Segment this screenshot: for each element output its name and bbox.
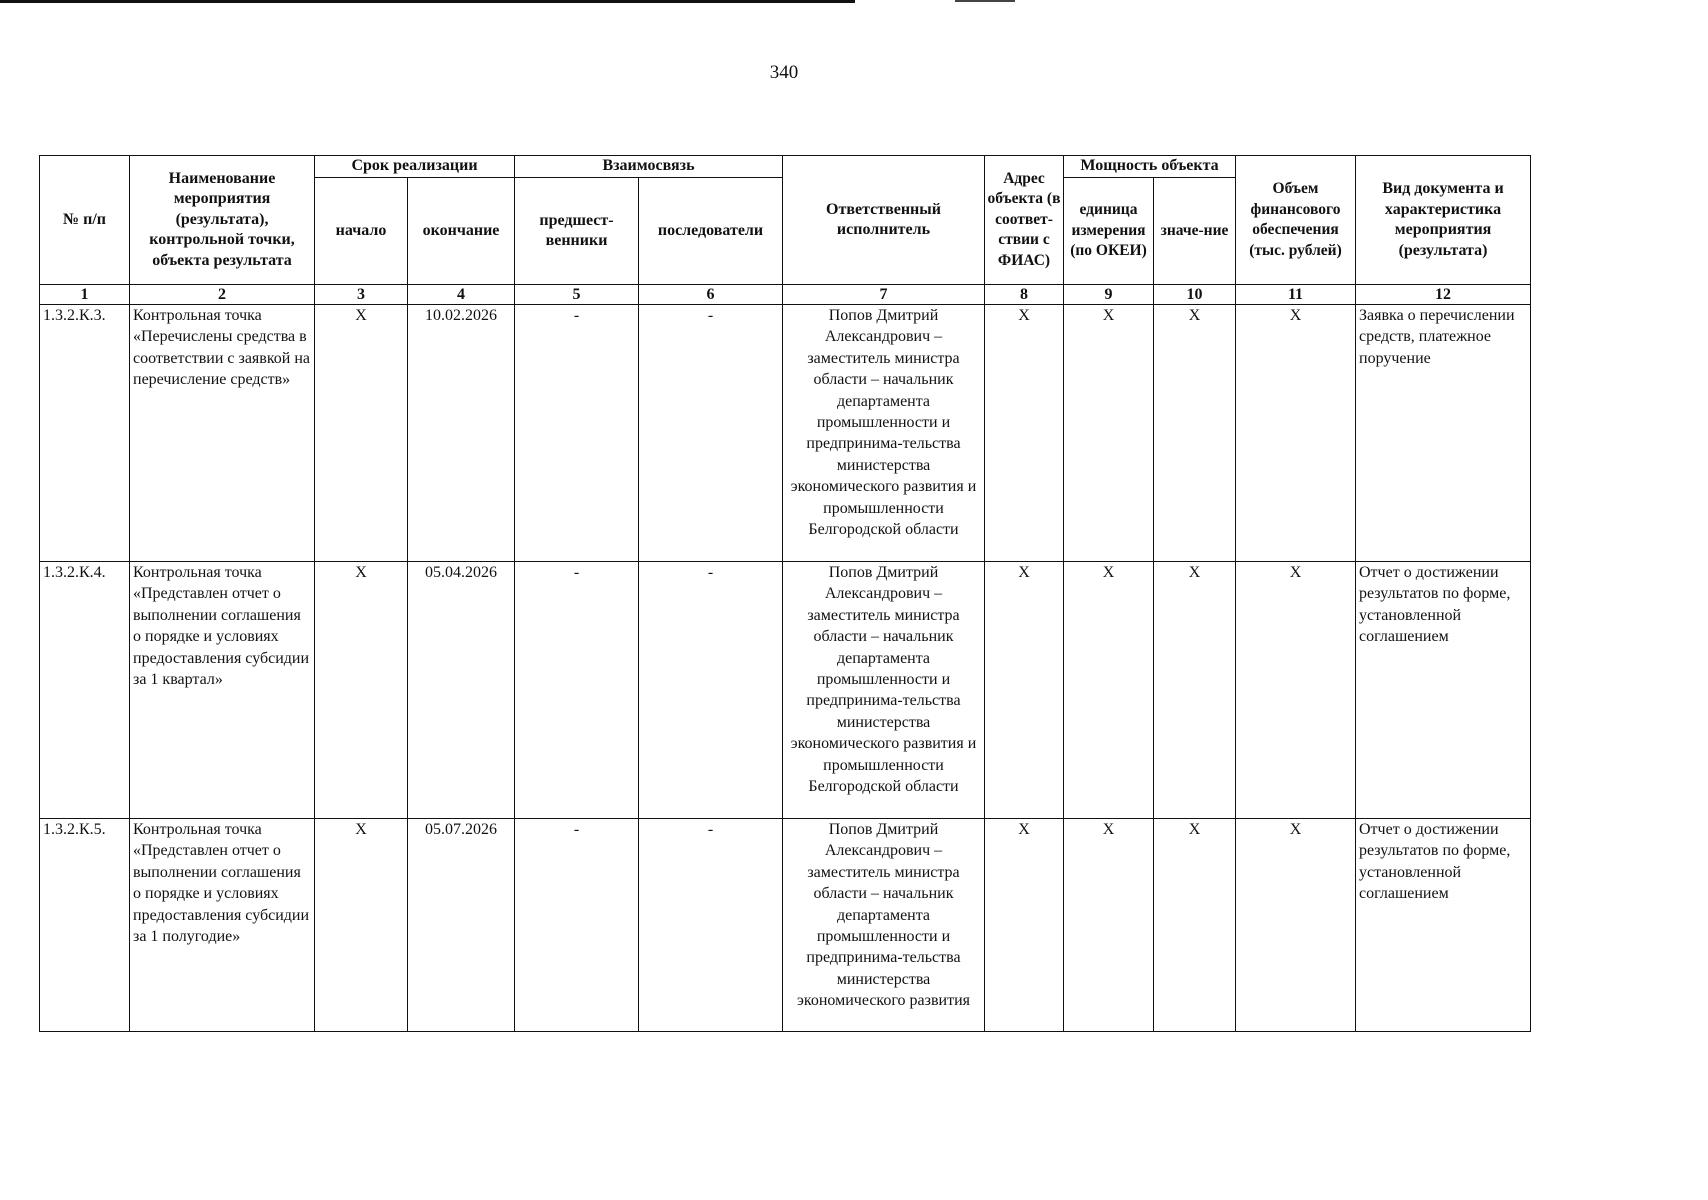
row-address: X <box>985 305 1064 562</box>
row-finance: X <box>1236 819 1356 1032</box>
row-successors: - <box>639 305 783 562</box>
row-num: 1.3.2.К.3. <box>40 305 130 562</box>
column-number-row <box>40 285 1531 305</box>
row-unit: X <box>1064 562 1154 819</box>
header-num: № п/п <box>40 156 130 285</box>
row-num: 1.3.2.К.5. <box>40 819 130 1032</box>
row-unit: X <box>1064 819 1154 1032</box>
row-doc-type: Заявка о перечислении средств, платежное поручение <box>1356 305 1531 562</box>
header-relation-group: Взаимосвязь <box>515 156 783 178</box>
row-start: X <box>315 562 408 819</box>
header-finance: Объем финансового обеспечения (тыс. рублей) <box>1236 156 1356 285</box>
row-value: X <box>1154 819 1236 1032</box>
row-name: Контрольная точка «Представлен отчет о выполнении соглашения о порядке и условиях предоставления субсидии за 1 квартал» <box>130 562 315 819</box>
row-successors: - <box>639 819 783 1032</box>
row-value: X <box>1154 305 1236 562</box>
row-predecessors: - <box>515 305 639 562</box>
header-value: значе-ние <box>1154 178 1236 285</box>
header-term-group: Срок реализации <box>315 156 515 178</box>
row-finance: X <box>1236 562 1356 819</box>
header-name: Наименование мероприятия (результата), контрольной точки, объекта результата <box>130 156 315 285</box>
page-number: 340 <box>769 62 799 83</box>
row-name: Контрольная точка «Перечислены средства в соответствии с заявкой на перечисление средств» <box>130 305 315 562</box>
row-executor: Попов Дмитрий Александрович – заместитель министра области – начальник департамента промышленности и предпринима-тельства министерства экономического развития <box>783 819 985 1032</box>
table-row <box>40 305 1531 562</box>
column-number: 9 <box>1064 285 1154 305</box>
header-successors: последователи <box>639 178 783 285</box>
header-doc-type: Вид документа и характеристика мероприятия (результата) <box>1356 156 1531 285</box>
row-start: X <box>315 819 408 1032</box>
column-number: 2 <box>130 285 315 305</box>
row-name: Контрольная точка «Представлен отчет о выполнении соглашения о порядке и условиях предоставления субсидии за 1 полугодие» <box>130 819 315 1032</box>
header-address: Адрес объекта (в соответ-ствии с ФИАС) <box>985 156 1064 285</box>
row-address: X <box>985 562 1064 819</box>
column-number: 10 <box>1154 285 1236 305</box>
column-number: 6 <box>639 285 783 305</box>
row-doc-type: Отчет о достижении результатов по форме, установленной соглашением <box>1356 819 1531 1032</box>
column-number: 7 <box>783 285 985 305</box>
header-executor: Ответственный исполнитель <box>783 156 985 285</box>
row-finance: X <box>1236 305 1356 562</box>
row-executor: Попов Дмитрий Александрович – заместитель министра области – начальник департамента промышленности и предпринима-тельства министерства экономического развития и промышленности Белгородской области <box>783 562 985 819</box>
column-number: 3 <box>315 285 408 305</box>
row-address: X <box>985 819 1064 1032</box>
plan-table <box>39 155 1531 1032</box>
row-successors: - <box>639 562 783 819</box>
row-value: X <box>1154 562 1236 819</box>
scan-edge-line <box>955 0 1015 2</box>
row-executor: Попов Дмитрий Александрович – заместитель министра области – начальник департамента промышленности и предпринима-тельства министерства экономического развития и промышленности Белгородской области <box>783 305 985 562</box>
row-start: X <box>315 305 408 562</box>
row-end: 10.02.2026 <box>408 305 515 562</box>
table-row <box>40 562 1531 819</box>
column-number: 11 <box>1236 285 1356 305</box>
header-capacity-group: Мощность объекта <box>1064 156 1236 178</box>
column-number: 5 <box>515 285 639 305</box>
row-unit: X <box>1064 305 1154 562</box>
column-number: 4 <box>408 285 515 305</box>
column-number: 8 <box>985 285 1064 305</box>
row-predecessors: - <box>515 562 639 819</box>
table-row <box>40 819 1531 1032</box>
header-end: окончание <box>408 178 515 285</box>
scan-edge-line <box>0 0 855 3</box>
header-unit: единица измерения (по ОКЕИ) <box>1064 178 1154 285</box>
row-num: 1.3.2.К.4. <box>40 562 130 819</box>
row-end: 05.04.2026 <box>408 562 515 819</box>
row-predecessors: - <box>515 819 639 1032</box>
row-doc-type: Отчет о достижении результатов по форме, установленной соглашением <box>1356 562 1531 819</box>
column-number: 12 <box>1356 285 1531 305</box>
column-number: 1 <box>40 285 130 305</box>
row-end: 05.07.2026 <box>408 819 515 1032</box>
header-predecessors: предшест-венники <box>515 178 639 285</box>
header-start: начало <box>315 178 408 285</box>
